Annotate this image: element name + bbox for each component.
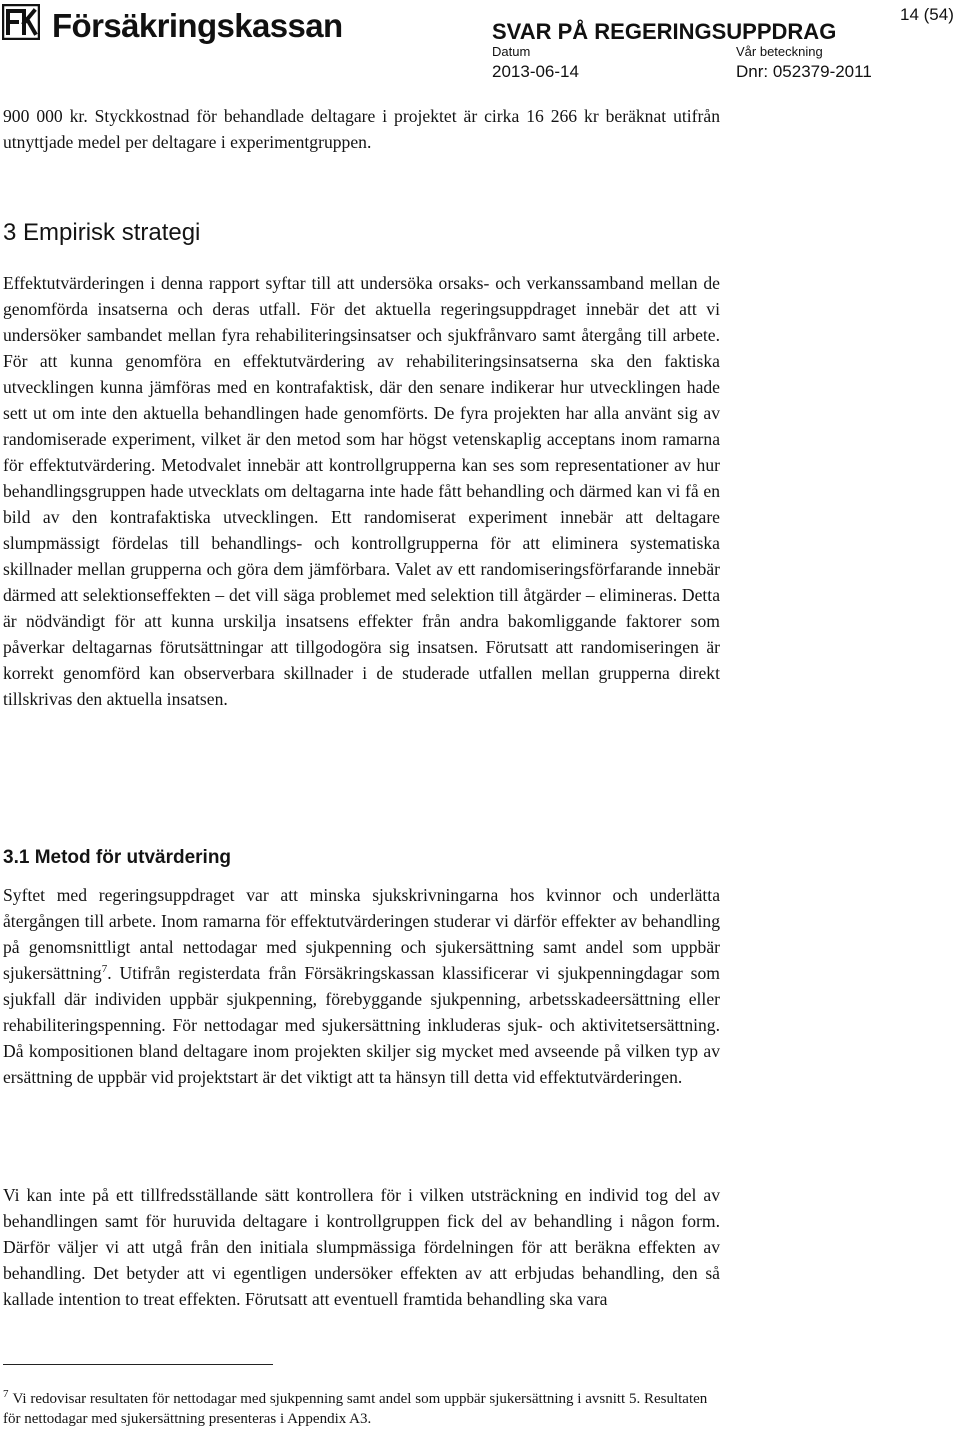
document-type: SVAR PÅ REGERINGSUPPDRAG bbox=[492, 19, 837, 44]
footnote-reference[interactable]: 7 bbox=[101, 963, 108, 976]
section-paragraph: Effektutvärderingen i denna rapport syftar till att undersöka orsaks- och verkanssamband mellan de genomförda insatserna och deras utfall. För det aktuella regeringsuppdraget innebär det att vi undersöker sambandet mellan fyra rehabiliteringsinsatser och sjukfrånvaro samt återgång till arbete. För att kunna genomföra en effektutvärdering av rehabiliteringsinsatserna ska den faktiska utvecklingen kunna jämföras med en kontrafaktisk, där den senare indikerar hur utvecklingen hade sett ut om inte den aktuella behandlingen hade genomförts. De fyra projekten har alla använt sig av randomiserade experiment, vilket är den metod som har högst vetenskaplig acceptans inom ramarna för effektutvärdering. Metodvalet innebär att kontrollgrupperna kan ses som representationer av hur behandlingsgruppen hade utvecklats om deltagarna inte hade fått behandling och därmed kan vi få en bild av den kontrafaktiska utvecklingen. Ett randomiserat experiment innebär att deltagare slumpmässigt fördelas till behandlings- och kontrollgrupperna för att eliminera systematiska skillnader mellan grupperna och göra dem jämförbara. Valet av ett randomiseringsförfarande innebär därmed att selektionseffekten – det vill säga problemet med selektion till åtgärder – elimineras. Detta är nödvändigt för att kunna urskilja insatsens effekter från andra bakomliggande faktorer som påverkar deltagarnas förutsättningar att tillgodogöra sig insatsen. Förutsatt att randomiseringen är korrekt genomförd kan observerbara skillnader i de studerade utfallen mellan grupperna direkt tillskrivas den aktuella insatsen. bbox=[3, 273, 720, 709]
footnote-text: Vi redovisar resultaten för nettodagar med sjukpenning samt andel som uppbär sjukersättning i avsnitt 5. Resultaten för nettodagar med sjukersättning presenteras i Appendix A3. bbox=[3, 1391, 708, 1427]
paragraph-text-continued: . Utifrån registerdata från Försäkringskassan klassificerar vi sjukpenningdagar som sjukfall där individen uppbär sjukpenning, förebyggande sjukpenning, arbetsskadeersättning eller rehabiliteringspenning. För nettodagar med sjukersättning inkluderas sjuk- och aktivitetsersättning. Då kompositionen bland deltagare inom projekten skiljer sig mycket med avseende på vilken typ av ersättning de uppbär vid projektstart är det viktigt att ta hänsyn till detta vid effektutvärderingen. bbox=[3, 963, 720, 1087]
subsection-paragraph-2: Vi kan inte på ett tillfredsställande sätt kontrollera för i vilken utsträckning en individ tog del av behandlingen samt för huruvida deltagare i kontrollgruppen fick del av behandling i någon form. Därför väljer vi att utgå från den initiala slumpmässiga fördelningen för att beräkna effekten av behandling. Det betyder att vi egentligen undersöker effekten av att erbjudas behandling, den så kallade intention to treat effekten. Förutsatt att eventuell framtida behandling ska vara bbox=[3, 1185, 720, 1309]
page-number: 14 (54) bbox=[900, 5, 954, 24]
footnote-number: 7 bbox=[3, 1388, 9, 1400]
logo-text: Försäkringskassan bbox=[52, 7, 343, 44]
forsakringskassan-logo-icon bbox=[2, 4, 40, 40]
page-header bbox=[0, 0, 960, 90]
reference-value: Dnr: 052379-2011 bbox=[736, 62, 872, 81]
date-label: Datum bbox=[492, 44, 531, 59]
intro-block bbox=[3, 103, 720, 155]
date-value: 2013-06-14 bbox=[492, 62, 579, 81]
footnote-divider bbox=[3, 1364, 273, 1365]
footnote bbox=[3, 1389, 720, 1429]
subsection-title: 3.1 Metod för utvärdering bbox=[3, 847, 232, 868]
paragraph-text: Syftet med regeringsuppdraget var att minska sjukskrivningarna hos kvinnor och underlätta återgången till arbete. Inom ramarna för effektutvärderingen studerar vi därför effekter av behandling på genomsnittligt antal nettodagar med sjukpenning och sjukersättning samt andel som uppbär sjukersättning bbox=[3, 885, 720, 983]
reference-label: Vår beteckning bbox=[736, 44, 823, 59]
intro-paragraph: 900 000 kr. Styckkostnad för behandlade deltagare i projektet är cirka 16 266 kr beräknat utifrån utnyttjade medel per deltagare i experimentgruppen. bbox=[3, 106, 720, 152]
subsection-paragraph-1 bbox=[3, 882, 720, 1090]
section-title: 3 Empirisk strategi bbox=[3, 219, 201, 246]
